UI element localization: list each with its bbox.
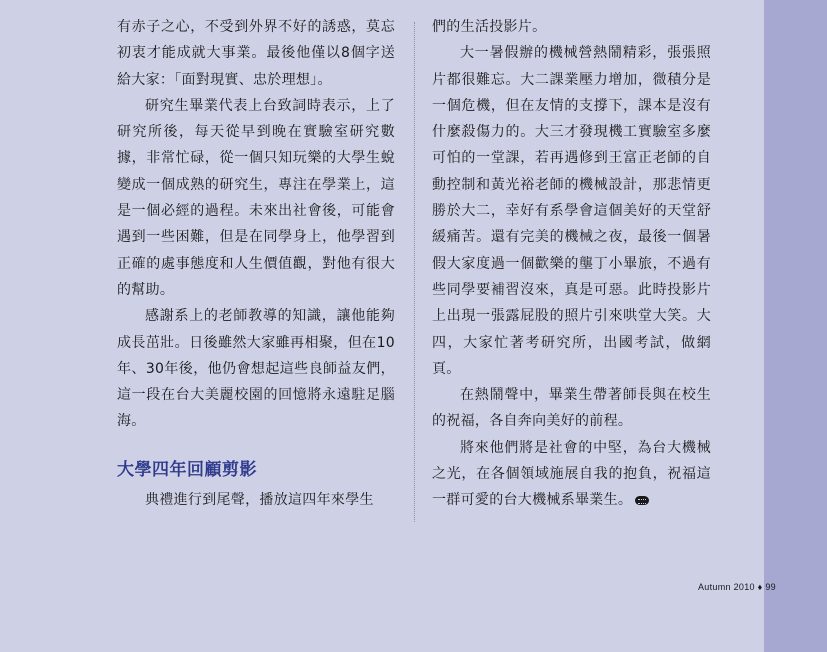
right-column (432, 14, 711, 514)
paragraph: 大一暑假辦的機械營熱鬧精彩，張張照片都很難忘。大二課業壓力增加，微積分是一個危機，但在友情的支撐下，課本是沒有什麼殺傷力的。大三才發現機工實驗室多麼可怕的一堂課，若再遇修到王富正老師的自動控制和黃光裕老師的機械設計，那悲情更勝於大二，幸好有系學會這個美好的天堂舒緩痛苦。還有完美的機械之夜，最後一個暑假大家度過一個歡樂的壟丁小畢旅，不過有些同學要補習沒來，真是可惡。此時投影片上出現一張露屁股的照片引來哄堂大笑。大四，大家忙著考研究所，出國考試，做網頁。 (432, 45, 711, 377)
paragraph: 在熱鬧聲中，畢業生帶著師長與在校生的祝福，各自奔向美好的前程。 (432, 387, 711, 430)
page-folio: Autumn 2010 ♦ 99 (698, 582, 776, 592)
paragraph: 研究生畢業代表上台致詞時表示，上了研究所後，每天從早到晚在實驗室研究數據，非常忙碌，從一個只知玩樂的大學生蛻變成一個成熟的研究生，專注在學業上，這是一個必經的過程。未來出社會後，可能會遇到一些困難，但是在同學身上，他學習到正確的處事態度和人生價值觀，對他有很大的幫助。 (117, 97, 395, 298)
paragraph: 有赤子之心，不受到外界不好的誘惑，莫忘初衷才能成就大事業。最後他僅以8個字送給大家：「面對現實、忠於理想」。 (117, 19, 395, 88)
paragraph: 感謝系上的老師教導的知識，讓他能夠成長茁壯。日後雖然大家雖再相聚，但在10年、30年後，他仍會想起這些良師益友們，這一段在台大美麗校園的回憶將永遠駐足腦海。 (117, 308, 395, 430)
paragraph: 典禮進行到尾聲，播放這四年來學生 (145, 491, 374, 508)
end-mark-icon (635, 496, 649, 505)
left-column (117, 14, 395, 513)
section-heading: 大學四年回顧剪影 (117, 459, 257, 480)
column-divider (414, 22, 415, 522)
paragraph-last (432, 435, 711, 514)
side-color-band (764, 0, 827, 652)
paragraph: 們的生活投影片。 (432, 19, 547, 35)
paragraph-text: 將來他們將是社會的中堅，為台大機械之光，在各個領域施展自我的抱負，祝福這一群可愛的台大機械系畢業生。 (432, 439, 711, 509)
